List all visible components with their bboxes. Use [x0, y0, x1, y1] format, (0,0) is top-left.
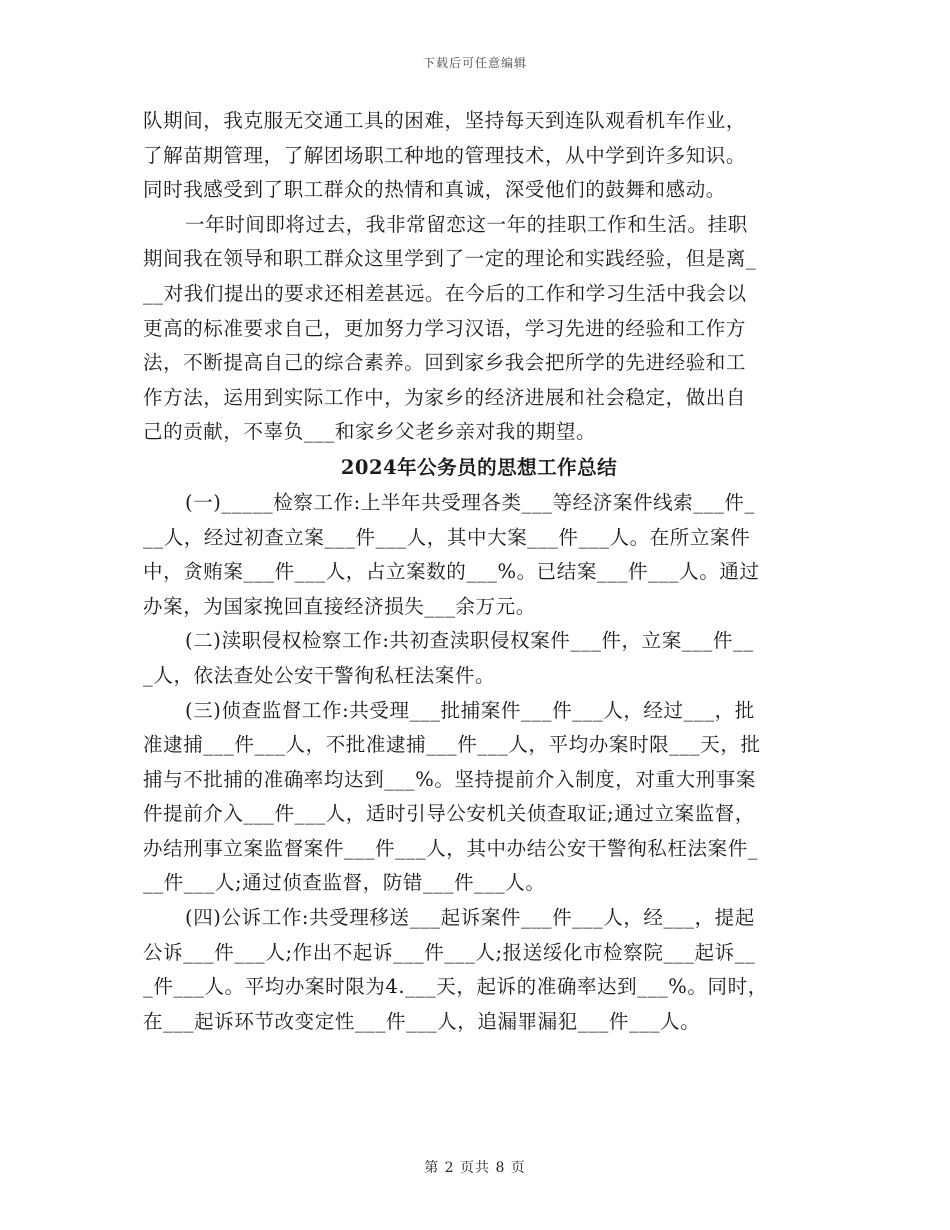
paragraph-line: (四)公诉工作:共受理移送___起诉案件___件___人，经___，提起	[185, 906, 755, 930]
paragraph-line: 办结刑事立案监督案件___件___人，其中办结公安干警徇私枉法案件_	[143, 836, 759, 860]
paragraph-line: 在___起诉环节改变定性___件___人，追漏罪漏犯___件___人。	[143, 1009, 701, 1033]
paragraph-line: __件___人;通过侦查监督，防错___件___人。	[143, 871, 546, 895]
paragraph-line: (一)_____检察工作:上半年共受理各类___等经济案件线索___件_	[185, 490, 755, 514]
paragraph-line: (二)渎职侵权检察工作:共初查渎职侵权案件___件，立案___件__	[185, 629, 754, 653]
paragraph-line: 更高的标准要求自己，更加努力学习汉语，学习先进的经验和工作方	[143, 316, 747, 340]
paragraph-line: 期间我在领导和职工群众这里学到了一定的理论和实践经验，但是离_	[143, 247, 757, 271]
paragraph-line: 己的贡献，不辜负___和家乡父老乡亲对我的期望。	[143, 420, 597, 444]
paragraph-line: _件___人。平均办案时限为4.___天，起诉的准确率达到___%。同时，	[143, 975, 768, 999]
paragraph-line: 一年时间即将过去，我非常留恋这一年的挂职工作和生活。挂职	[185, 212, 748, 236]
paragraph-line: 了解苗期管理，了解团场职工种地的管理技术，从中学到许多知识。	[143, 143, 747, 167]
page-header: 下载后可任意编辑	[422, 56, 527, 70]
paragraph-line: 件提前介入___件___人，适时引导公安机关侦查取证;通过立案监督，	[143, 802, 755, 826]
document-body	[143, 104, 815, 1039]
paragraph-line: 准逮捕___件___人，不批准逮捕___件___人，平均办案时限___天，批	[143, 733, 761, 757]
paragraph-line: 中，贪贿案___件___人，占立案数的___%。已结案___件___人。通过	[143, 560, 760, 584]
paragraph-line: (三)侦查监督工作:共受理___批捕案件___件___人，经过___，批	[185, 698, 755, 722]
paragraph-line: __对我们提出的要求还相差甚远。在今后的工作和学习生活中我会以	[143, 281, 747, 305]
paragraph-line: 作方法，运用到实际工作中，为家乡的经济进展和社会稳定，做出自	[143, 385, 747, 409]
paragraph-line: _人，依法查处公安干警徇私枉法案件。	[143, 663, 496, 687]
paragraph-line: 同时我感受到了职工群众的热情和真诚，深受他们的鼓舞和感动。	[143, 178, 726, 202]
paragraph-line: __人，经过初查立案___件___人，其中大案___件___人。在所立案件	[143, 525, 751, 549]
paragraph-line: 队期间，我克服无交通工具的困难，坚持每天到连队观看机车作业，	[143, 109, 747, 132]
page-footer: 第 2 页共 8 页	[424, 1160, 526, 1176]
section-title: 2024年公务员的思想工作总结	[340, 455, 618, 479]
paragraph-line: 办案，为国家挽回直接经济损失___余万元。	[143, 594, 536, 618]
paragraph-line: 公诉___件___人;作出不起诉___件___人;报送绥化市检察院___起诉__	[143, 940, 756, 964]
paragraph-line: 捕与不批捕的准确率均达到___%。坚持提前介入制度，对重大刑事案	[143, 767, 756, 791]
paragraph-line: 法，不断提高自己的综合素养。回到家乡我会把所学的先进经验和工	[143, 351, 747, 375]
